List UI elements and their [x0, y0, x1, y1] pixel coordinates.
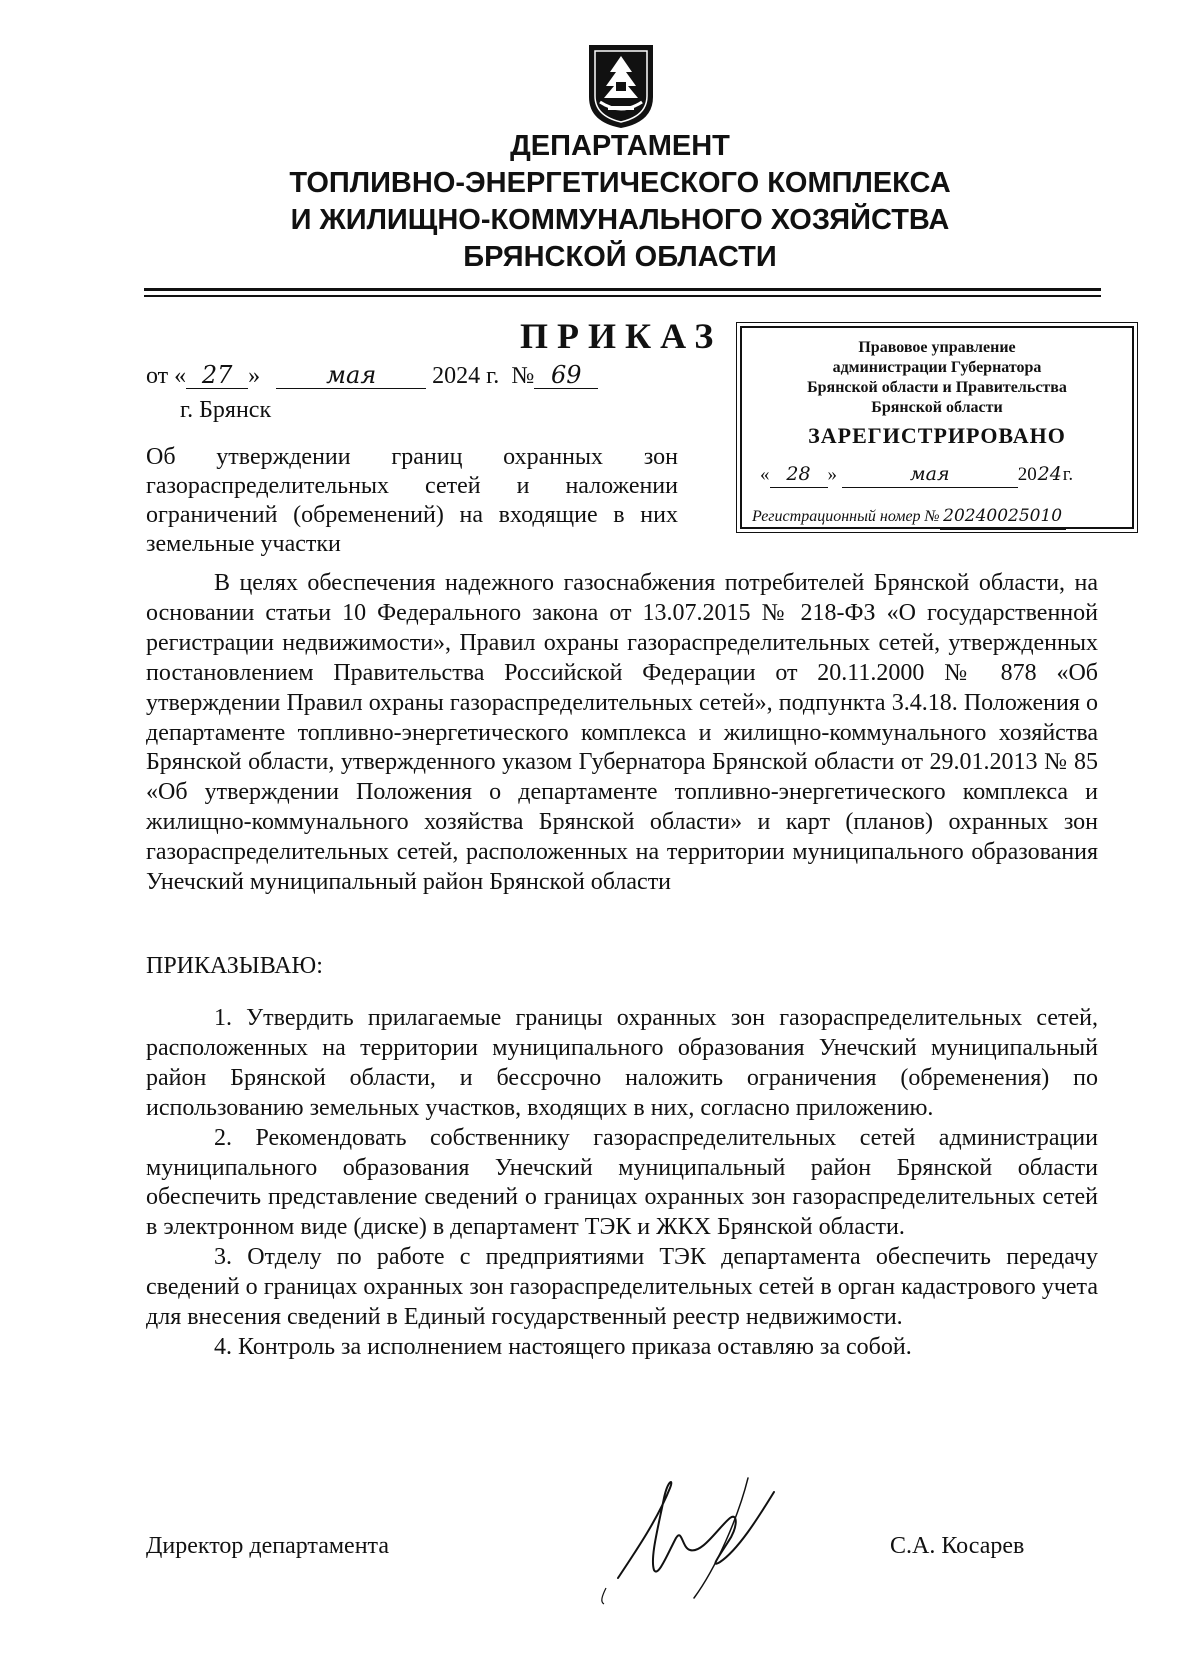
department-line: И ЖИЛИЩНО-КОММУНАЛЬНОГО ХОЗЯЙСТВА — [290, 204, 950, 236]
order-item: 2. Рекомендовать собственнику газораспределительных сетей администрации муниципального образования Унечский муниципальный район Брянской области обеспечить представление сведений о границах охранных зон газораспределительных сетей в электронном виде (диске) в департамент ТЭК и ЖКХ Брянской области. — [146, 1124, 1098, 1241]
signatory-name: С.А. Косарев — [890, 1533, 1025, 1559]
stamp-year-prefix: 20 — [1017, 464, 1037, 485]
stamp-close-quote: » — [827, 464, 837, 485]
stamp-header-line: Брянской области и Правительства — [807, 379, 1067, 396]
preamble-paragraph: В целях обеспечения надежного газоснабжения потребителей Брянской области, на основании статьи 10 Федерального закона от 13.07.2015 № 218-ФЗ «О государственной регистрации недвижимости», Правил охраны газораспределительных сетей, утвержденных постановлением Правительства Российской Федерации от 20.11.2000 № 878 «Об утверждении Правил охраны газораспределительных сетей», подпункта 3.4.18. Положения о департаменте топливно-энергетического комплекса и жилищно-коммунального хозяйства Брянской области, утвержденного указом Губернатора Брянской области от 29.01.2013 № 85 «Об утверждении Положения о департаменте топливно-энергетического комплекса и жилищно-коммунального хозяйства Брянской области» и карт (планов) охранных зон газораспределительных сетей, расположенных на территории муниципального образования Унечский муниципальный район Брянской области — [146, 570, 1098, 896]
department-line: ДЕПАРТАМЕНТ — [510, 130, 730, 162]
orders-word: ПРИКАЗЫВАЮ: — [146, 953, 323, 979]
stamp-status: ЗАРЕГИСТРИРОВАНО — [808, 423, 1066, 448]
stamp-open-quote: « — [760, 464, 770, 485]
header-rule-thick — [144, 288, 1101, 291]
header-rule-thin — [144, 295, 1101, 297]
order-date-line — [146, 362, 598, 390]
stamp-month: мая — [842, 461, 1018, 488]
day-close-quote: » — [248, 363, 261, 389]
stamp-header — [742, 338, 1132, 418]
stamp-reg-number-line — [752, 503, 1066, 530]
stamp-reg-label: Регистрационный номер № — [752, 508, 940, 525]
stamp-year-unit: г. — [1062, 464, 1074, 485]
department-line: БРЯНСКОЙ ОБЛАСТИ — [463, 241, 777, 273]
order-item: 4. Контроль за исполнением настоящего приказа оставляю за собой. — [214, 1333, 912, 1360]
order-number: 69 — [534, 362, 598, 389]
order-number-label: № — [511, 363, 535, 389]
order-item: 1. Утвердить прилагаемые границы охранных зон газораспределительных сетей, расположенных на территории муниципального образования Унечский муниципальный район Брянской области, и бессрочно наложить ограничения (обременения) по использованию земельных участков, входящих в них, согласно приложению. — [146, 1005, 1098, 1121]
order-city: г. Брянск — [180, 397, 272, 423]
registration-stamp — [740, 326, 1134, 529]
stamp-date — [760, 461, 1073, 488]
order-title: ПРИКАЗ — [520, 316, 723, 356]
order-items — [146, 1004, 1098, 1363]
department-header — [230, 128, 1010, 276]
order-month: мая — [276, 362, 426, 389]
stamp-header-line: администрации Губернатора — [832, 359, 1042, 376]
stamp-day: 28 — [770, 461, 828, 488]
bryansk-coat-of-arms-icon — [586, 42, 656, 130]
stamp-year-suffix: 24 — [1037, 463, 1062, 485]
order-year: 2024 г. — [432, 363, 500, 389]
department-line: ТОПЛИВНО-ЭНЕРГЕТИЧЕСКОГО КОМПЛЕКСА — [289, 167, 951, 199]
order-subject: Об утверждении границ охранных зон газораспределительных сетей и наложении ограничений (обременений) на входящие в них земельные участки — [146, 444, 678, 557]
order-item: 3. Отделу по работе с предприятиями ТЭК департамента обеспечить передачу сведений о границах охранных зон газораспределительных сетей в орган кадастрового учета для внесения сведений в Единый государственный реестр недвижимости. — [146, 1244, 1098, 1331]
order-day: 27 — [186, 362, 248, 389]
signatory-position: Директор департамента — [146, 1533, 389, 1559]
date-prefix: от « — [146, 363, 187, 389]
handwritten-signature — [598, 1458, 798, 1608]
stamp-header-line: Правовое управление — [858, 339, 1016, 356]
stamp-header-line: Брянской области — [871, 399, 1003, 416]
stamp-reg-number: 20240025010 — [940, 503, 1066, 530]
